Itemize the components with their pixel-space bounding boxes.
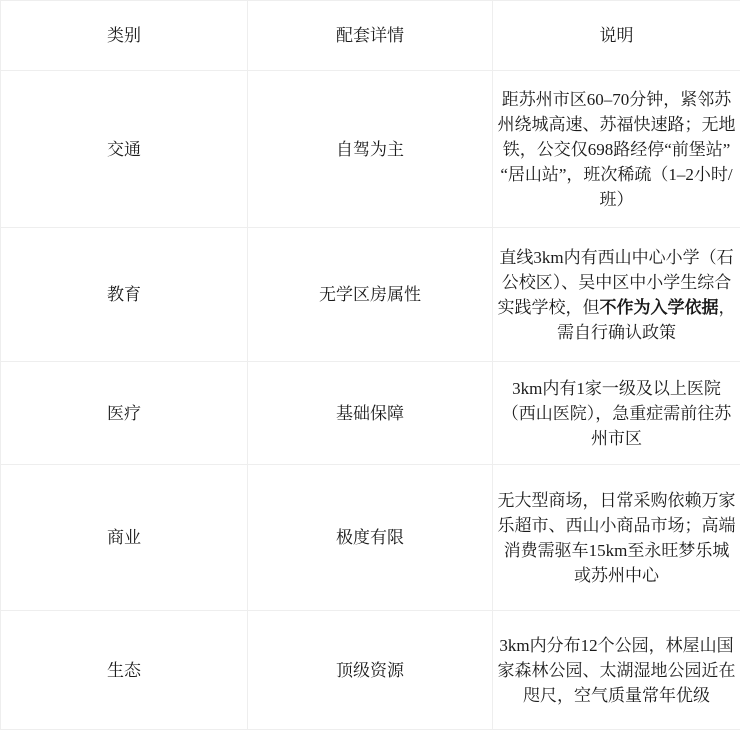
description-text: 无大型商场，日常采购依赖万家乐超市、西山小商品市场；高端消费需驱车15km至永旺梦乐城或苏州中心 [497,490,736,585]
table-row-transport [1,71,740,228]
category-cell: 教育 [1,228,248,362]
description-cell [493,71,740,228]
header-row [1,1,740,71]
detail-cell: 无学区房属性 [248,228,493,362]
category-cell: 生态 [1,611,248,730]
description-cell [493,228,740,362]
description-cell [493,611,740,730]
table-row-medical [1,362,740,465]
description-text: ，需自行确认政策 [557,297,736,342]
column-header-category: 类别 [1,1,248,71]
category-cell: 医疗 [1,362,248,465]
description-text: 3km内有1家一级及以上医院（西山医院），急重症需前往苏州市区 [501,378,732,448]
description-text: 3km内分布12个公园，林屋山国家森林公园、太湖湿地公园近在咫尺，空气质量常年优级 [497,635,736,705]
detail-cell: 自驾为主 [248,71,493,228]
table-row-education [1,228,740,362]
detail-cell: 极度有限 [248,465,493,611]
detail-cell: 基础保障 [248,362,493,465]
column-header-detail: 配套详情 [248,1,493,71]
description-text: 距苏州市区60–70分钟，紧邻苏州绕城高速、苏福快速路；无地铁，公交仅698路经停“前堡站”“居山站”，班次稀疏（1–2小时/班） [497,89,736,209]
description-bold-text: 不作为入学依据 [599,297,719,317]
description-cell [493,362,740,465]
description-cell [493,465,740,611]
description-text: 直线3km内有西山中心小学（石公校区）、吴中区中小学生综合实践学校，但 [497,247,734,317]
column-header-description: 说明 [493,1,740,71]
table-row-commerce [1,465,740,611]
detail-cell: 顶级资源 [248,611,493,730]
category-cell: 交通 [1,71,248,228]
table-row-ecology [1,611,740,730]
table-header [1,1,740,71]
table-body [1,71,740,730]
category-cell: 商业 [1,465,248,611]
